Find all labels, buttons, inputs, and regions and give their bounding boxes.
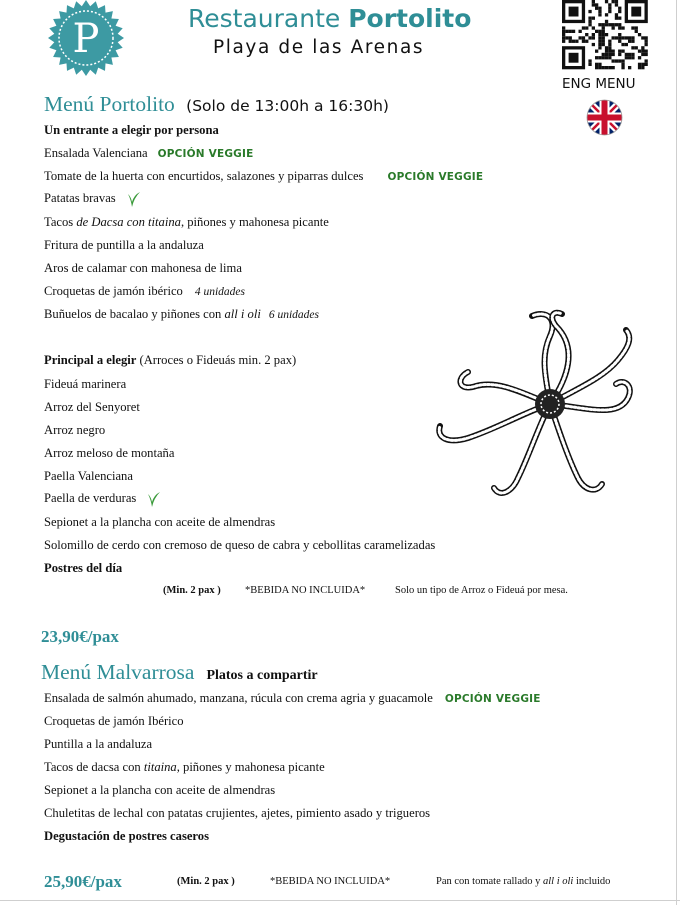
main-heading: Principal a elegir (Arroces o Fideuás min. 2 pax): [44, 353, 297, 367]
list-item: Paella de verduras: [44, 490, 161, 508]
list-item: Paella Valenciana: [44, 469, 133, 483]
list-item: Tacos de dacsa con titaina, piñones y mahonesa picante: [44, 760, 325, 774]
menu-portolito-title: [44, 92, 389, 117]
eng-menu-label[interactable]: ENG MENU: [562, 76, 636, 92]
list-item: Arroz meloso de montaña: [44, 446, 175, 460]
list-item: Sepionet a la plancha con aceite de almendras: [44, 783, 276, 797]
qr-code-icon[interactable]: [562, 0, 648, 70]
list-item: Solomillo de cerdo con cremoso de queso de cabra y cebollitas caramelizadas: [44, 538, 436, 552]
min-pax-note: (Min. 2 pax ): [177, 876, 235, 887]
dessert-line: Postres del día: [44, 561, 123, 575]
list-item: Arroz del Senyoret: [44, 400, 140, 414]
menu-malvarrosa-price: 25,90€/pax: [44, 872, 122, 891]
veggie-badge: OPCIÓN VEGGIE: [444, 693, 541, 705]
menu-malvarrosa-name: Menú Malvarrosa: [41, 660, 195, 684]
list-item: Patatas bravas: [44, 190, 141, 208]
list-item: Fritura de puntilla a la andaluza: [44, 238, 204, 252]
list-item: Puntilla a la andaluza: [44, 737, 153, 751]
list-item: Tacos de Dacsa con titaina, piñones y mahonesa picante: [44, 215, 329, 229]
drink-note: *BEBIDA NO INCLUIDA*: [245, 585, 366, 596]
uk-flag-icon[interactable]: [586, 99, 623, 136]
veggie-badge: OPCIÓN VEGGIE: [157, 148, 254, 160]
restaurant-location: Playa de las Arenas: [213, 37, 425, 58]
list-item: Croquetas de jamón Ibérico: [44, 714, 184, 728]
restaurant-word: Restaurante: [188, 4, 341, 33]
restaurant-name: Portolito: [348, 4, 472, 33]
menu-portolito-name: Menú Portolito: [44, 92, 175, 116]
page-border-bottom: [0, 900, 680, 901]
octopus-illustration-icon: [428, 308, 642, 504]
list-item: Fideuá marinera: [44, 377, 127, 391]
list-item: Croquetas de jamón ibérico 4 unidades: [44, 284, 245, 298]
list-item: Tomate de la huerta con encurtidos, salazones y piparras dulces OPCIÓN VEGGIE: [44, 169, 484, 183]
list-item: Chuletitas de lechal con patatas crujientes, ajetes, pimiento asado y trigueros: [44, 806, 431, 820]
rule-note: Solo un tipo de Arroz o Fideuá por mesa.: [395, 585, 568, 596]
list-item: Ensalada de salmón ahumado, manzana, rúcula con crema agria y guacamole OPCIÓN VEGGIE: [44, 691, 541, 705]
list-item: Arroz negro: [44, 423, 106, 437]
list-item: Buñuelos de bacalao y piñones con all i oli 6 unidades: [44, 307, 320, 321]
veggie-leaf-icon: [145, 490, 161, 508]
list-item: Ensalada Valenciana OPCIÓN VEGGIE: [44, 146, 254, 160]
min-pax-note: (Min. 2 pax ): [163, 585, 221, 596]
list-item: Aros de calamar con mahonesa de lima: [44, 261, 242, 275]
logo-badge-icon: [44, 0, 128, 80]
drink-note: *BEBIDA NO INCLUIDA*: [270, 876, 391, 887]
restaurant-title: [188, 4, 471, 33]
dessert-line: Degustación de postres caseros: [44, 829, 209, 843]
bread-note: Pan con tomate rallado y all i oli incluido: [436, 876, 611, 887]
menu-malvarrosa-title: [41, 660, 318, 685]
starter-heading: Un entrante a elegir por persona: [44, 123, 219, 137]
veggie-badge: OPCIÓN VEGGIE: [387, 171, 484, 183]
page-border-right: [676, 0, 677, 905]
list-item: Sepionet a la plancha con aceite de almendras: [44, 515, 276, 529]
menu-portolito-schedule: (Solo de 13:00h a 16:30h): [186, 97, 389, 115]
veggie-leaf-icon: [125, 190, 141, 208]
logo-letter: P: [72, 16, 100, 62]
menu-portolito-price: 23,90€/pax: [41, 627, 119, 646]
menu-malvarrosa-subtitle: Platos a compartir: [206, 668, 318, 683]
